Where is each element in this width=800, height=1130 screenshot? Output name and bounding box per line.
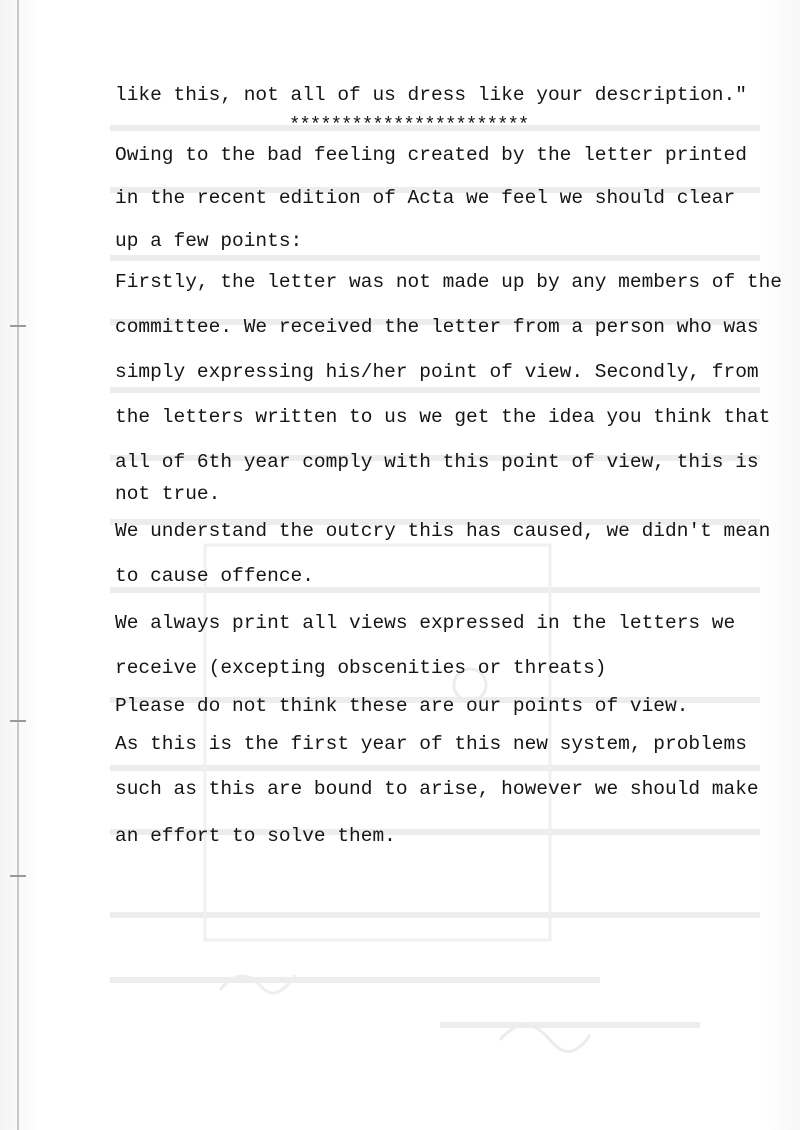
- text-line: simply expressing his/her point of view. Secondly, from: [115, 361, 759, 383]
- text-line: the letters written to us we get the idea you think that: [115, 406, 771, 428]
- text-line: all of 6th year comply with this point of view, this is: [115, 451, 759, 473]
- text-line: Please do not think these are our points of view.: [115, 695, 689, 717]
- margin-mark: [10, 325, 26, 327]
- text-line: not true.: [115, 483, 221, 505]
- text-line: such as this are bound to arise, however we should make: [115, 778, 759, 800]
- section-divider-stars: ***********************: [289, 114, 529, 136]
- text-line: an effort to solve them.: [115, 825, 396, 847]
- text-line: committee. We received the letter from a person who was: [115, 316, 759, 338]
- text-line: receive (excepting obscenities or threats): [115, 657, 607, 679]
- binding-edge: [17, 0, 19, 1130]
- text-line: to cause offence.: [115, 565, 314, 587]
- text-line: up a few points:: [115, 230, 303, 252]
- text-line: We always print all views expressed in the letters we: [115, 612, 736, 634]
- typed-letter-body: [115, 80, 783, 851]
- text-line: in the recent edition of Acta we feel we should clear: [115, 187, 736, 209]
- text-line: Owing to the bad feeling created by the letter printed: [115, 144, 747, 166]
- margin-mark: [10, 720, 26, 722]
- text-line: We understand the outcry this has caused, we didn't mean: [115, 520, 771, 542]
- text-line: Firstly, the letter was not made up by any members of the: [115, 271, 783, 293]
- margin-mark: [10, 875, 26, 877]
- text-line: like this, not all of us dress like your description.": [115, 84, 747, 106]
- text-line: As this is the first year of this new system, problems: [115, 733, 747, 755]
